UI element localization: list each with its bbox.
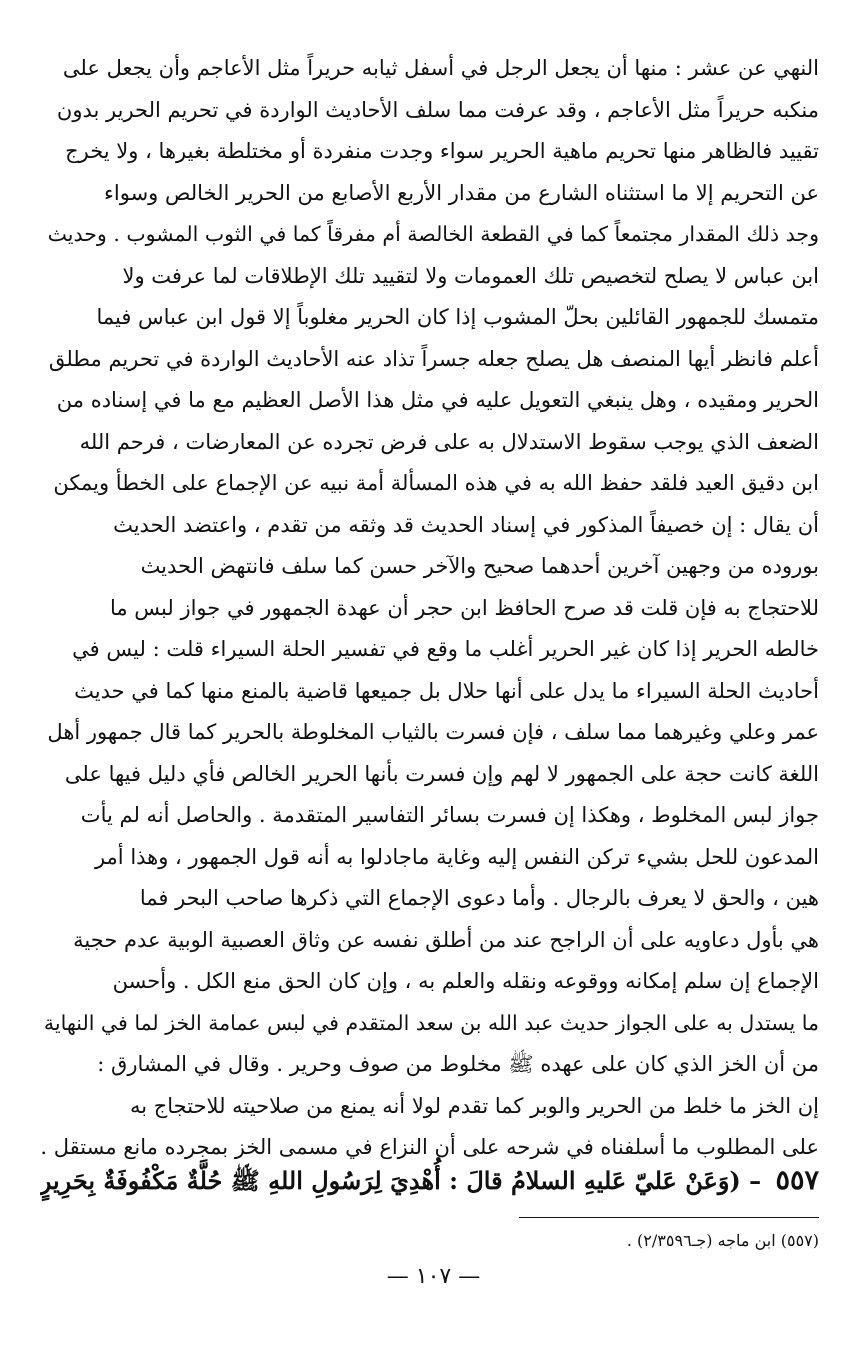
text-line: عن التحريم إلا ما استثناه الشارع من مقدار الأربع الأصابع من الحرير الخالص وسواء bbox=[104, 180, 819, 205]
text-line: الحرير ومقيده ، وهل ينبغي التعويل عليه في مثل هذا الأصل العظيم مع ما في إسناده من bbox=[56, 388, 819, 412]
text-line: المدعون للحل بشيء تركن النفس إليه وغاية ماجادلوا به أنه قول الجمهور ، وهذا أمر bbox=[94, 844, 819, 869]
main-text-block bbox=[40, 48, 819, 1169]
hadith-text: – (وَعَنْ عَليّ عَليهِ السلامُ قالَ : أُهْدِيَ لِرَسُولِ اللهِ ﷺ حُلَّةٌ مَكْفُوفَةٌ بِحَرِيرٍ bbox=[40, 1166, 762, 1195]
text-line: جواز لبس المخلوط ، وهكذا إن فسرت بسائر التفاسير المتقدمة . والحاصل أنه لم يأت bbox=[80, 803, 819, 827]
hadith-number: ٥٥٧ bbox=[775, 1165, 819, 1196]
text-line: ابن عباس لا يصلح لتخصيص تلك العمومات ولا لتقييد تلك الإطلاقات لما عرفت ولا bbox=[122, 263, 819, 288]
text-line: الضعف الذي يوجب سقوط الاستدلال به على فرض تجرده عن المعارضات ، فرحم الله bbox=[79, 429, 819, 454]
text-line: عمر وعلي وغيرهما مما سلف ، فإن فسرت بالثياب المخلوطة بالحرير كما قال جمهور أهل bbox=[47, 720, 819, 744]
footnote-divider bbox=[519, 1217, 819, 1218]
page-number: — ١٠٧ — bbox=[386, 1264, 481, 1289]
text-line: النهي عن عشر : منها أن يجعل الرجل في أسفل ثيابه حريراً مثل الأعاجم وأن يجعل على bbox=[62, 56, 819, 80]
text-line: بوروده من وجهين آخرين أحدهما صحيح والآخر حسن كما سلف فانتهض الحديث bbox=[140, 554, 819, 578]
text-line: ما يستدل به على الجواز حديث عبد الله بن سعد المتقدم في لبس عمامة الخز لما في النهاية bbox=[43, 1010, 819, 1035]
text-line: متمسك للجمهور القائلين بحلّ المشوب إذا كان الحرير مغلوباً إلا قول ابن عباس فيما bbox=[96, 305, 819, 329]
hadith-heading bbox=[40, 1157, 819, 1205]
text-line: تقييد فالظاهر منها تحريم ماهية الحرير سواء وجدت منفردة أو مختلطة بغيرها ، ولا يخرج bbox=[65, 139, 819, 163]
footnote: (٥٥٧) ابن ماجه (جـ٢/٣٥٩٦) . bbox=[626, 1231, 819, 1250]
text-line: ابن دقيق العيد فلقد حفظ الله به في هذه المسألة أمة نبيه عن الإجماع على الخطأ ويمكن bbox=[53, 471, 819, 495]
text-line: إن الخز ما خلط من الحرير والوبر كما تقدم لولا أنه يمنع من صلاحيته للاحتجاج به bbox=[129, 1093, 819, 1118]
text-line: منكبه حريراً مثل الأعاجم ، وقد عرفت مما سلف الأحاديث الواردة في تحريم الحرير بدون bbox=[56, 97, 819, 122]
text-line: خالطه الحرير إذا كان غير الحرير أغلب ما وقع في تفسير الحلة السيراء قلت : ليس في bbox=[72, 637, 819, 661]
text-line: هين ، والحق لا يعرف بالرجال . وأما دعوى الإجماع التي ذكرها صاحب البحر فما bbox=[139, 886, 819, 910]
text-line: أعلم فانظر أيها المنصف هل يصلح جعله جسراً تذاد عنه الأحاديث الواردة في تحريم مطلق bbox=[48, 346, 819, 371]
text-line: من أن الخز الذي كان على عهده ﷺ مخلوط من صوف وحرير . وقال في المشارق : bbox=[97, 1052, 819, 1076]
text-line: وجد ذلك المقدار مجتمعاً كما في القطعة الخالصة أم مفرقاً كما في الثوب المشوب . وحديث bbox=[47, 222, 819, 246]
text-line: على المطلوب ما أسلفناه في شرحه على أن النزاع في مسمى الخز بمجرده مانع مستقل . bbox=[40, 1135, 819, 1159]
text-line: هي بأول دعاويه على أن الراجح عند من أطلق نفسه عن وثاق العصبية الوبية عدم حجية bbox=[73, 927, 819, 952]
text-line: أن يقال : إن خصيفاً المذكور في إسناد الحديث قد وثقه من تقدم ، واعتضد الحديث bbox=[113, 512, 819, 537]
text-line: اللغة كانت حجة على الجمهور لا لهم وإن فسرت بأنها الحرير الخالص فأي دليل فيها على bbox=[64, 761, 819, 786]
text-line: للاحتجاج به فإن قلت قد صرح الحافظ ابن حجر أن عهدة الجمهور في جواز لبس ما bbox=[109, 595, 819, 620]
text-line: أحاديث الحلة السيراء ما يدل على أنها حلال بل جميعها قاضية بالمنع منها كما في حديث bbox=[74, 678, 819, 703]
text-line: الإجماع إن سلم إمكانه ووقوعه ونقله والعلم به ، وإن كان الحق منع الكل . وأحسن bbox=[112, 969, 819, 993]
